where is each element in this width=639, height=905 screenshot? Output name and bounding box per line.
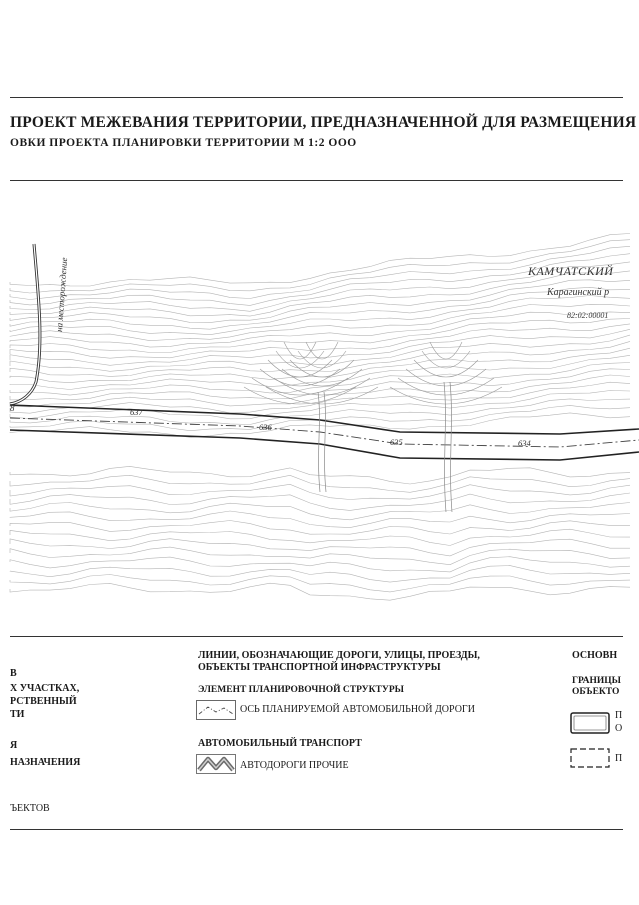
legend-left-line6: НАЗНАЧЕНИЯ [10, 757, 81, 768]
contour-line [10, 329, 630, 365]
picket-635: 635 [390, 437, 403, 447]
other-roads-symbol [196, 754, 236, 774]
picket-637: 637 [130, 407, 143, 417]
district-label: Карагинский р [547, 287, 610, 298]
contour-line [10, 529, 630, 545]
legend-section1-item: ОСЬ ПЛАНИРУЕМОЙ АВТОМОБИЛЬНОЙ ДОРОГИ [240, 704, 475, 715]
contour-line [10, 557, 630, 572]
picket-636: 636 [259, 422, 272, 432]
boundary-dashed-symbol [570, 748, 610, 768]
ravine-contour [430, 342, 462, 359]
cadastral-label: 82:02:00001 [567, 311, 609, 320]
contour-line [10, 547, 630, 565]
ravine-contour [398, 378, 494, 395]
ravine-contour [282, 369, 362, 386]
contour-line [10, 575, 630, 592]
legend-top-rule [10, 636, 623, 637]
legend-section2-title: АВТОМОБИЛЬНЫЙ ТРАНСПОРТ [198, 738, 362, 749]
region-label: КАМЧАТСКИЙ [528, 264, 614, 278]
legend-left-line5: Я [10, 740, 18, 751]
contour-line [10, 583, 630, 600]
sheet-title-line2: ОВКИ ПРОЕКТА ПЛАНИРОВКИ ТЕРРИТОРИИ М 1:2 ООО [10, 137, 357, 149]
contour-line [10, 296, 630, 335]
contour-line [10, 348, 630, 383]
legend-left-line4: ТИ [10, 709, 25, 720]
legend-right-heading: ОСНОВН [572, 650, 618, 661]
contour-line [10, 355, 630, 389]
ravine-contour [390, 387, 502, 404]
contour-line [10, 280, 630, 323]
title-bottom-rule [10, 180, 623, 181]
legend-right-item1-line1: П [615, 710, 623, 721]
contour-line [10, 511, 630, 528]
boundary-solid-symbol [570, 712, 610, 734]
planned-axis-symbol [196, 700, 236, 720]
road-label: на месторождение [54, 257, 70, 333]
top-rule [10, 97, 623, 98]
contour-line [10, 521, 630, 535]
contour-line [10, 319, 630, 353]
contour-line [10, 363, 630, 396]
left-edge-mark: 8 [10, 403, 15, 413]
sheet-title-line1: ПРОЕКТ МЕЖЕВАНИЯ ТЕРРИТОРИИ, ПРЕДНАЗНАЧЕННОЙ ДЛЯ РАЗМЕЩЕНИЯ [10, 114, 637, 131]
legend-bottom-rule [10, 829, 623, 830]
contour-line [10, 324, 630, 358]
contour-line [10, 566, 630, 583]
legend-right-sub2: ОБЪЕКТО [572, 687, 620, 697]
legend-right-sub1: ГРАНИЦЫ [572, 676, 621, 686]
legend-left-line1: В [10, 668, 17, 679]
contour-line [10, 234, 630, 287]
legend-left-line3: РСТВЕННЫЙ [10, 696, 77, 707]
picket-634: 634 [518, 438, 531, 448]
legend-left-line7: ЪЕКТОВ [10, 803, 50, 814]
legend-heading-line1: ЛИНИИ, ОБОЗНАЧАЮЩИЕ ДОРОГИ, УЛИЦЫ, ПРОЕЗДЫ, [198, 650, 480, 661]
legend-heading-line2: ОБЪЕКТЫ ТРАНСПОРТНОЙ ИНФРАСТРУКТУРЫ [198, 662, 441, 673]
legend-right-item2: П [615, 753, 623, 764]
contour-line [10, 503, 630, 520]
contour-line [10, 304, 630, 340]
contour-line [10, 335, 630, 371]
terrain-contours [10, 234, 630, 601]
contour-line [10, 539, 630, 556]
legend-left-line2: Х УЧАСТКАХ, [10, 683, 80, 694]
map-canvas [0, 182, 639, 635]
access-road [10, 244, 40, 404]
legend-section2-item: АВТОДОРОГИ ПРОЧИЕ [240, 760, 349, 771]
legend-section1-title: ЭЛЕМЕНТ ПЛАНИРОВОЧНОЙ СТРУКТУРЫ [198, 685, 404, 695]
contour-line [10, 466, 630, 484]
legend-right-item1-line2: О [615, 723, 623, 734]
contour-line [10, 254, 630, 306]
